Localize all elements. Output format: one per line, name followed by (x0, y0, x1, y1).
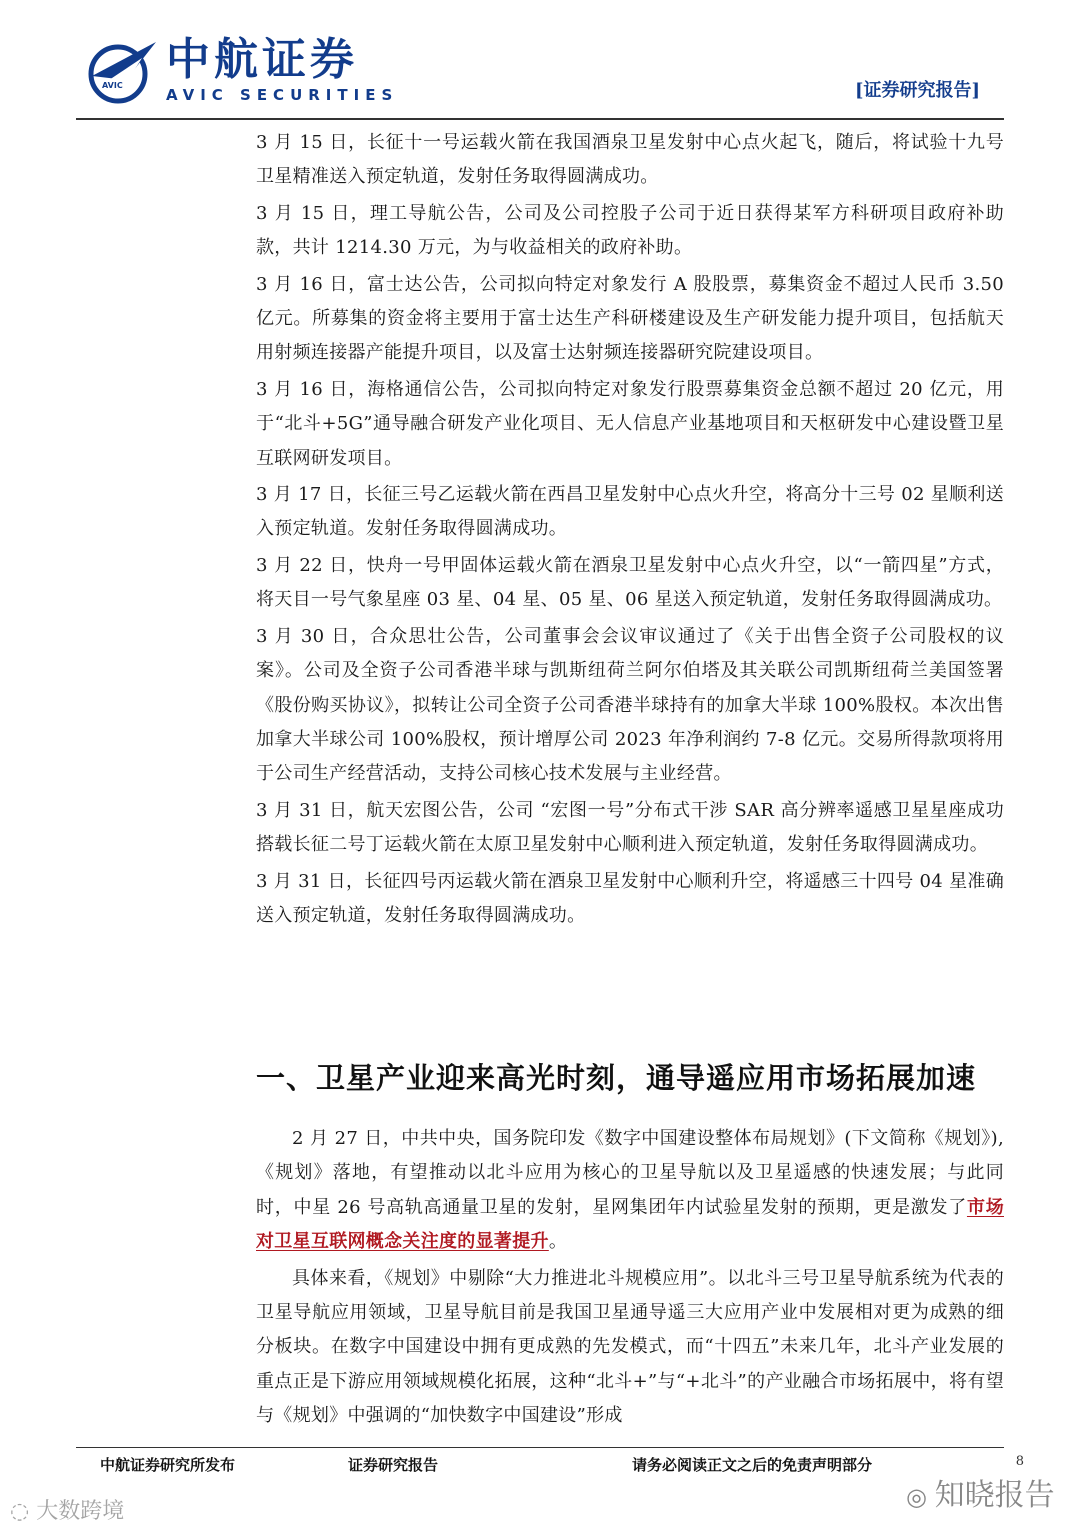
news-paragraph: 3 月 17 日，长征三号乙运载火箭在西昌卫星发射中心点火升空，将高分十三号 02 星顺利送入预定轨道。发射任务取得圆满成功。 (256, 484, 1004, 540)
news-paragraph: 3 月 15 日，理工导航公告，公司及公司控股子公司于近日获得某军方科研项目政府补助款，共计 1214.30 万元，为与收益相关的政府补助。 (256, 202, 1004, 259)
highlighted-phrase: 市场对卫星互联网概念关注度的显著提升 (256, 1196, 1004, 1253)
news-paragraph: 3 月 15 日，长征十一号运载火箭在我国酒泉卫星发射中心点火起飞，随后，将试验十九号卫星精准送入预定轨道，发射任务取得圆满成功。 (256, 132, 1004, 188)
news-paragraph: 3 月 31 日，长征四号丙运载火箭在酒泉卫星发射中心顺利升空，将遥感三十四号 04 星准确送入预定轨道，发射任务取得圆满成功。 (256, 870, 1004, 926)
paragraph-text: 。 (548, 1231, 568, 1253)
footer-report-type: 证券研究报告 (348, 1456, 439, 1474)
logo-english: AVIC SECURITIES (166, 86, 399, 104)
news-paragraph: 3 月 16 日，海格通信公告，公司拟向特定对象发行股票募集资金总额不超过 20 亿元，用于“北斗+5G”通导融合研发产业化项目、无人信息产业基地项目和天枢研发中心建设暨卫星互联网研发项目。 (256, 378, 1004, 469)
page-header (0, 0, 1080, 122)
news-paragraph: 3 月 31 日，航天宏图公告，公司 “宏图一号”分布式干涉 SAR 高分辨率遥感卫星星座成功搭载长征二号丁运载火箭在太原卫星发射中心顺利进入预定轨道，发射任务取得圆满成功。 (256, 799, 1004, 856)
section-heading: 一、卫星产业迎来高光时刻，通导遥应用市场拓展加速 (256, 1061, 977, 1095)
avic-logo-icon (86, 36, 158, 104)
footer-publisher: 中航证券研究所发布 (100, 1456, 236, 1474)
watermark-left-text: 大数跨境 (36, 1499, 125, 1524)
news-paragraph: 3 月 22 日，快舟一号甲固体运载火箭在酒泉卫星发射中心点火升空，以“一箭四星”方式，将天目一号气象星座 03 星、04 星、05 星、06 星送入预定轨道，发射任务取得圆满成功。 (256, 554, 1004, 611)
news-list (256, 126, 1004, 935)
news-paragraph: 3 月 30 日，合众思壮公告，公司董事会会议审议通过了《关于出售全资子公司股权的议案》。公司及全资子公司香港半球与凯斯纽荷兰阿尔伯塔及其关联公司凯斯纽荷兰美国签署《股份购买协议》，拟转让公司全资子公司香港半球持有的加拿大半球 100%股权。本次出售加拿大半球公司 100%股权，预计增厚公司 2023 年净利润约 7-8 亿元。交易所得款项将用于公司生产经营活动，支持公司核心技术发展与主业经营。 (256, 625, 1004, 785)
wechat-icon: ◎ (906, 1483, 935, 1511)
paragraph-text: 2 月 27 日，中共中央，国务院印发《数字中国建设整体布局规划》(下文简称《规划》),《规划》落地，有望推动以北斗应用为核心的卫星导航以及卫星遥感的快速发展；与此同时，中星 26 号高轨高通量卫星的发射，星网集团年内试验星发射的预期，更是激发了 (256, 1128, 1004, 1218)
watermark-left (10, 1494, 124, 1525)
section-paragraph-1 (256, 1122, 1004, 1260)
section-paragraph-2: 具体来看，《规划》中剔除“大力推进北斗规模应用”。以北斗三号卫星导航系统为代表的卫星导航应用领域，卫星导航目前是我国卫星通导遥三大应用产业中发展相对更为成熟的细分板块。在数字中国建设中拥有更成熟的先发模式，而“十四五”未来几年，北斗产业发展的重点正是下游应用领域规模化拓展，这种“北斗+”与“+北斗”的产业融合市场拓展中，将有望与《规划》中强调的“加快数字中国建设”形成 (256, 1267, 1004, 1427)
watermark-right-text: 知晓报告 (934, 1478, 1055, 1513)
footer-divider (76, 1447, 1004, 1448)
watermark-right (906, 1470, 1055, 1514)
header-divider (76, 118, 1004, 120)
watermark-logo-icon: ◌ (10, 1499, 37, 1524)
news-paragraph: 3 月 16 日，富士达公告，公司拟向特定对象发行 A 股股票，募集资金不超过人民币 3.50 亿元。所募集的资金将主要用于富士达生产科研楼建设及生产研发能力提升项目，包括航天用射频连接器产能提升项目，以及富士达射频连接器研究院建设项目。 (256, 273, 1004, 364)
report-type-tag: [证券研究报告] (854, 80, 980, 101)
section-body (256, 1122, 1004, 1436)
footer-disclaimer: 请务必阅读正文之后的免责声明部分 (632, 1456, 873, 1474)
logo-badge-text: AVIC (102, 81, 123, 90)
page-number: 8 (1015, 1454, 1024, 1469)
logo-chinese: 中航证券 (166, 34, 358, 85)
